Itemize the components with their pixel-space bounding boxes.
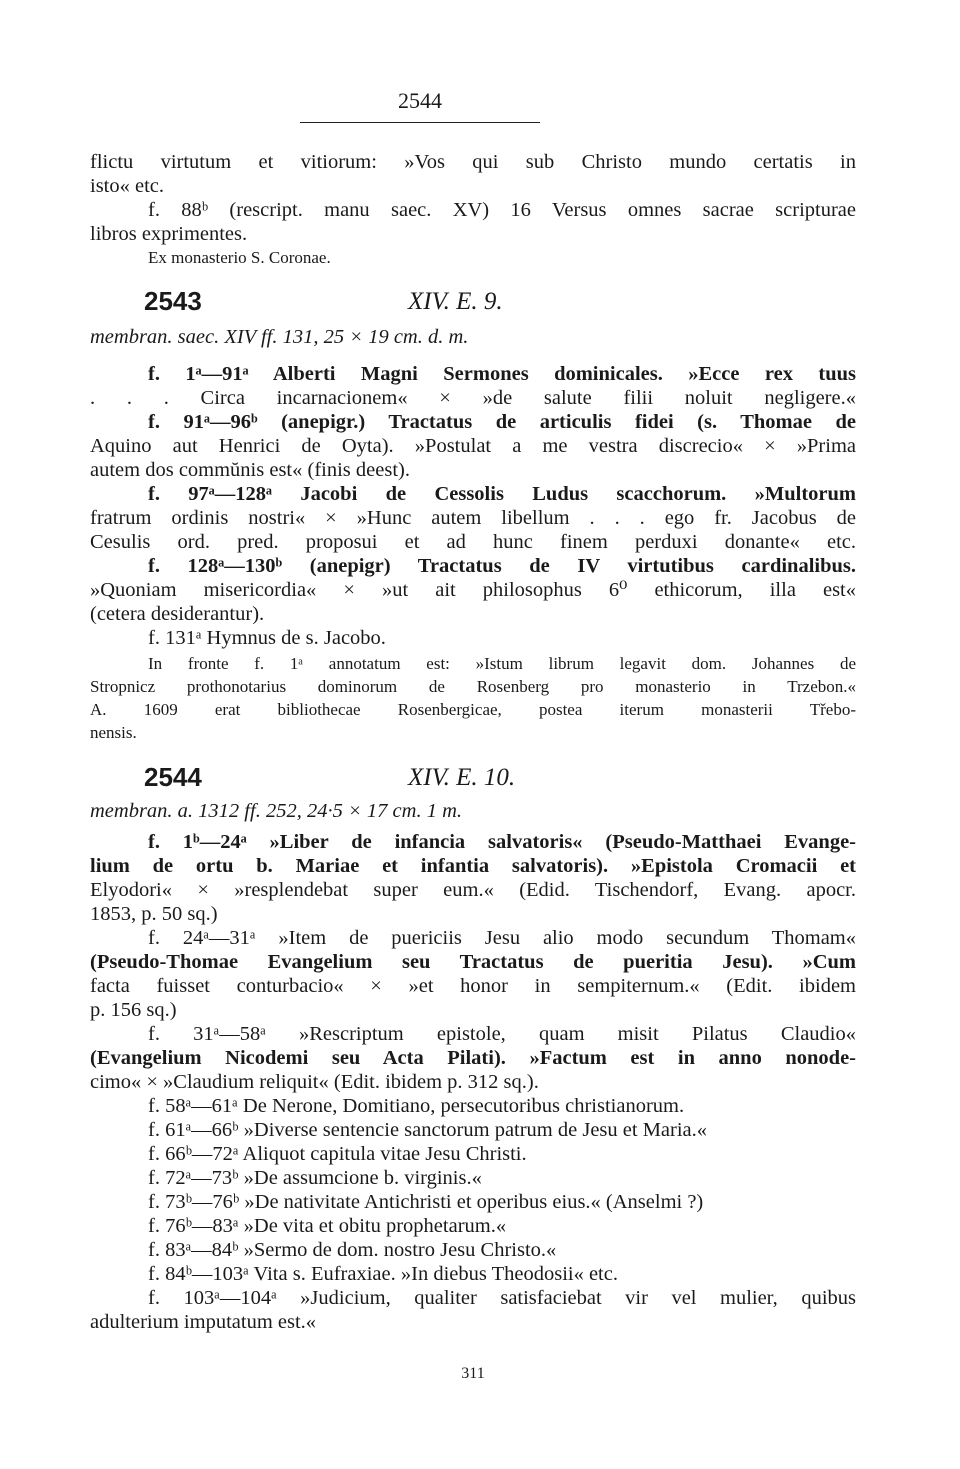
text-line: f. 76ᵇ—83ᵃ »De vita et obitu prophetarum.« [148,1215,507,1237]
running-head-rule [300,122,540,123]
physical-description: membran. saec. XIV ff. 131, 25 × 19 cm. d. m. [90,326,469,348]
text-line: (Pseudo-Thomae Evangelium seu Tractatus de pueritia Jesu). »Cum [90,951,856,973]
provenance-line: Stropnicz prothonotarius dominorum de Rosenberg pro monasterio in Trzebon.« [90,677,856,696]
text-line: p. 156 sq.) [90,999,177,1021]
text-line: f. 58ᵃ—61ᵃ De Nerone, Domitiano, persecutoribus christianorum. [148,1095,685,1117]
text-line: lium de ortu b. Mariae et infantia salvatoris). »Epistola Cromacii et [90,855,856,877]
text-line: f. 72ᵃ—73ᵇ »De assumcione b. virginis.« [148,1167,482,1189]
text-line: f. 61ᵃ—66ᵇ »Diverse sentencie sanctorum patrum de Jesu et Maria.« [148,1119,708,1141]
text-line: (cetera desiderantur). [90,603,265,625]
text-line: facta fuisset conturbacio« × »et honor in sempiternum.« (Edit. ibidem [90,975,856,997]
text-line: f. 1ᵃ—91ᵃ Alberti Magni Sermones dominicales. »Ecce rex tuus [148,363,856,385]
text-line: . . . Circa incarnacionem« × »de salute filii noluit negligere.« [90,387,856,409]
entry-number: 2544 [144,762,202,792]
provenance-line: nensis. [90,723,137,742]
text-line: f. 73ᵇ—76ᵇ »De nativitate Antichristi et operibus eius.« (Anselmi ?) [148,1191,704,1213]
text-line: Cesulis ord. pred. proposui et ad hunc finem perduxi donante« etc. [90,531,856,553]
text-line: Aquino aut Henrici de Oyta). »Postulat a me vestra discrecio« × »Prima [90,435,856,457]
text-line: fratrum ordinis nostri« × »Hunc autem libellum . . . ego fr. Jacobus de [90,507,856,529]
shelfmark: XIV. E. 9. [408,288,503,315]
text-line: f. 128ᵃ—130ᵇ (anepigr) Tractatus de IV virtutibus cardinalibus. [148,555,856,577]
text-line: f. 66ᵇ—72ᵃ Aliquot capitula vitae Jesu Christi. [148,1143,527,1165]
shelfmark: XIV. E. 10. [408,764,516,791]
provenance-line: A. 1609 erat bibliothecae Rosenbergicae, postea iterum monasterii Třebo- [90,700,856,719]
text-line: libros exprimentes. [90,223,248,245]
text-line: adulterium imputatum est.« [90,1311,317,1333]
text-line: »Quoniam misericordia« × »ut ait philosophus 6⁰ ethicorum, illa est« [90,579,856,601]
text-line: f. 1ᵇ—24ᵃ »Liber de infancia salvatoris« (Pseudo-Matthaei Evange- [148,831,856,853]
text-line: Elyodori« × »resplendebat super eum.« (Edid. Tischendorf, Evang. apocr. [90,879,856,901]
text-line: 1853, p. 50 sq.) [90,903,218,925]
physical-description: membran. a. 1312 ff. 252, 24·5 × 17 cm. 1 m. [90,800,462,822]
text-line: isto« etc. [90,175,165,197]
text-line: f. 131ᵃ Hymnus de s. Jacobo. [148,627,386,649]
page-number: 311 [461,1365,485,1382]
text-line: f. 97ᵃ—128ᵃ Jacobi de Cessolis Ludus scacchorum. »Multorum [148,483,856,505]
entry-number: 2543 [144,286,202,316]
text-line: f. 84ᵇ—103ᵃ Vita s. Eufraxiae. »In diebus Theodosii« etc. [148,1263,618,1285]
text-line: f. 88ᵇ (rescript. manu saec. XV) 16 Versus omnes sacrae scripturae [148,199,856,221]
text-line: f. 24ᵃ—31ᵃ »Item de puericiis Jesu alio modo secundum Thomam« [148,927,856,949]
text-line: autem dos commŭnis est« (finis deest). [90,459,410,481]
text-line: Ex monasterio S. Coronae. [148,248,331,267]
text-line: cimo« × »Claudium reliquit« (Edit. ibidem p. 312 sq.). [90,1071,539,1093]
text-line: f. 83ᵃ—84ᵇ »Sermo de dom. nostro Jesu Christo.« [148,1239,557,1261]
text-line: f. 91ᵃ—96ᵇ (anepigr.) Tractatus de articulis fidei (s. Thomae de [148,411,856,433]
text-line: flictu virtutum et vitiorum: »Vos qui sub Christo mundo certatis in [90,151,856,173]
provenance-line: In fronte f. 1ᵃ annotatum est: »Istum librum legavit dom. Johannes de [148,654,856,673]
text-line: f. 31ᵃ—58ᵃ »Rescriptum epistole, quam misit Pilatus Claudio« [148,1023,856,1045]
text-line: f. 103ᵃ—104ᵃ »Judicium, qualiter satisfaciebat vir vel mulier, quibus [148,1287,856,1309]
text-line: (Evangelium Nicodemi seu Acta Pilati). »Factum est in anno nonode- [90,1047,856,1069]
running-head-number: 2544 [398,88,442,113]
